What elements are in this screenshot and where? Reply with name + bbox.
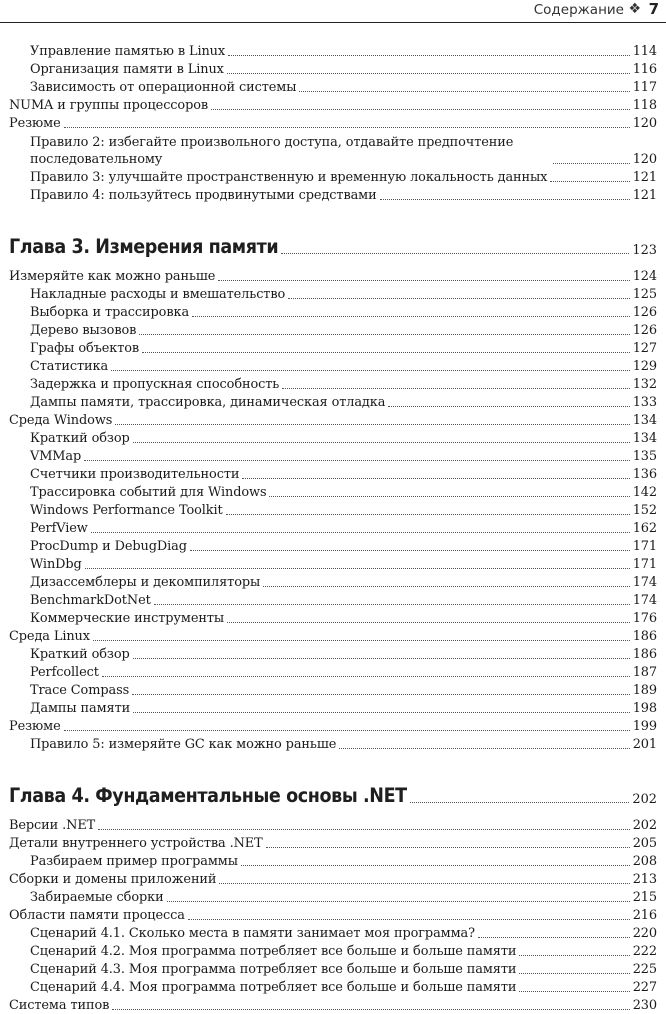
dot-leader — [112, 1009, 629, 1010]
toc-chapter-3[interactable] — [9, 229, 657, 259]
toc-entry-title: Правило 5: измеряйте GC как можно раньше — [30, 737, 337, 752]
toc-entry-title: WinDbg — [30, 557, 82, 572]
dot-leader — [263, 586, 630, 587]
toc-entry-title: Правило 2: избегайте произвольного доступа, отдавайте предпочтение последовательному — [30, 135, 514, 167]
toc-entry[interactable] — [9, 978, 657, 996]
toc-entry[interactable] — [9, 321, 657, 339]
toc-section[interactable] — [9, 114, 657, 132]
toc-entry-page: 187 — [632, 665, 657, 680]
toc-section[interactable] — [9, 834, 657, 852]
toc-entry-title: Дампы памяти — [30, 701, 131, 716]
toc-entry-title: ProcDump и DebugDiag — [30, 539, 187, 554]
toc-entry[interactable] — [9, 681, 657, 699]
running-header — [0, 0, 666, 23]
toc-section[interactable] — [9, 96, 657, 114]
toc-entry-title: Забираемые сборки — [30, 890, 164, 905]
toc-section-title: Области памяти процесса — [9, 908, 185, 923]
toc-entry[interactable] — [9, 78, 657, 96]
toc-section-page: 124 — [632, 269, 657, 284]
chapter-title: Глава 4. Фундаментальные основы .NET — [9, 784, 407, 807]
chapter-title: Глава 3. Измерения памяти — [9, 235, 279, 258]
toc-entry-page: 174 — [632, 593, 657, 608]
toc-section-page: 216 — [632, 908, 657, 923]
toc-entry-page: 135 — [632, 449, 657, 464]
toc-entry[interactable] — [9, 132, 657, 168]
toc-section-page: 120 — [632, 116, 657, 131]
toc-entry[interactable] — [9, 303, 657, 321]
toc-section-page: 186 — [632, 629, 657, 644]
toc-entry[interactable] — [9, 42, 657, 60]
toc-entry-title: Счетчики производительности — [30, 467, 240, 482]
toc-section[interactable] — [9, 267, 657, 285]
dot-leader — [299, 91, 629, 92]
toc-entry-title: PerfView — [30, 521, 88, 536]
dot-leader — [139, 334, 629, 335]
dot-leader — [154, 604, 630, 605]
toc-entry-page: 171 — [632, 539, 657, 554]
toc-entry[interactable] — [9, 357, 657, 375]
toc-entry-page: 136 — [632, 467, 657, 482]
toc-entry-page: 121 — [632, 188, 657, 203]
toc-entry-title: Краткий обзор — [30, 431, 130, 446]
toc-entry-title: BenchmarkDotNet — [30, 593, 151, 608]
dot-leader — [188, 919, 630, 920]
dot-leader — [85, 568, 630, 569]
toc-entry-page: 208 — [632, 854, 657, 869]
toc-entry[interactable] — [9, 501, 657, 519]
toc-entry[interactable] — [9, 699, 657, 717]
toc-entry-page: 125 — [632, 287, 657, 302]
toc-entry-title: Windows Performance Toolkit — [30, 503, 223, 518]
toc-entry[interactable] — [9, 924, 657, 942]
dot-leader — [519, 955, 629, 956]
toc-entry-title: Trace Compass — [30, 683, 130, 698]
toc-entry[interactable] — [9, 465, 657, 483]
table-of-contents — [9, 42, 657, 1014]
dot-leader — [111, 370, 630, 371]
toc-entry[interactable] — [9, 168, 657, 186]
toc-entry[interactable] — [9, 285, 657, 303]
toc-entry-page: 117 — [632, 80, 657, 95]
toc-entry-title: Сценарий 4.1. Сколько места в памяти занимает моя программа? — [30, 926, 475, 941]
toc-entry-page: 152 — [632, 503, 657, 518]
dot-leader — [519, 973, 629, 974]
toc-section[interactable] — [9, 816, 657, 834]
dot-leader — [288, 298, 630, 299]
dot-leader — [218, 280, 629, 281]
dot-leader — [133, 712, 630, 713]
toc-entry-page: 174 — [632, 575, 657, 590]
toc-entry-page: 132 — [632, 377, 657, 392]
dot-leader — [380, 199, 630, 200]
dot-leader — [64, 127, 630, 128]
toc-entry-title: Выборка и трассировка — [30, 305, 190, 320]
header-title: Содержание — [533, 2, 624, 18]
dot-leader — [550, 181, 629, 182]
toc-entry[interactable] — [9, 663, 657, 681]
dot-leader — [227, 73, 630, 74]
toc-entry-page: 176 — [632, 611, 657, 626]
toc-entry[interactable] — [9, 735, 657, 753]
toc-entry[interactable] — [9, 852, 657, 870]
dot-leader — [102, 676, 630, 677]
toc-entry-page: 142 — [632, 485, 657, 500]
toc-entry-page: 129 — [632, 359, 657, 374]
toc-entry-page: 215 — [632, 890, 657, 905]
dot-leader — [388, 406, 629, 407]
toc-entry[interactable] — [9, 447, 657, 465]
dot-leader — [132, 694, 630, 695]
dot-leader — [478, 937, 630, 938]
dot-leader — [91, 532, 630, 533]
toc-entry[interactable] — [9, 519, 657, 537]
chapter-page: 123 — [632, 243, 657, 258]
toc-entry-title: Организация памяти в Linux — [30, 62, 224, 77]
toc-entry-title: Задержка и пропускная способность — [30, 377, 280, 392]
toc-entry[interactable] — [9, 60, 657, 78]
toc-entry-title: Perfcollect — [30, 665, 99, 680]
dot-leader — [167, 901, 630, 902]
toc-section-page: 213 — [632, 872, 657, 887]
dot-leader — [211, 109, 630, 110]
dot-leader — [228, 55, 630, 56]
toc-entry-title: Статистика — [30, 359, 109, 374]
toc-entry-page: 126 — [632, 305, 657, 320]
toc-entry-page: 126 — [632, 323, 657, 338]
toc-section[interactable] — [9, 906, 657, 924]
toc-entry-page: 220 — [632, 926, 657, 941]
toc-entry-page: 225 — [632, 962, 657, 977]
toc-section-title: NUMA и группы процессоров — [9, 98, 209, 113]
toc-entry[interactable] — [9, 393, 657, 411]
toc-entry[interactable] — [9, 609, 657, 627]
dot-leader — [84, 460, 630, 461]
dot-leader — [242, 478, 629, 479]
toc-entry[interactable] — [9, 888, 657, 906]
toc-entry-title: Дерево вызовов — [30, 323, 137, 338]
toc-section-title: Система типов — [9, 998, 110, 1013]
toc-section[interactable] — [9, 411, 657, 429]
dot-leader — [133, 442, 630, 443]
chapter-page: 202 — [632, 792, 657, 807]
dot-leader — [98, 829, 630, 830]
toc-entry[interactable] — [9, 537, 657, 555]
toc-entry-page: 186 — [632, 647, 657, 662]
toc-entry-page: 162 — [632, 521, 657, 536]
toc-entry-title: Трассировка событий для Windows — [30, 485, 267, 500]
toc-entry[interactable] — [9, 429, 657, 447]
toc-entry-title: Дампы памяти, трассировка, динамическая отладка — [30, 395, 386, 410]
toc-section[interactable] — [9, 996, 657, 1014]
toc-entry-page: 133 — [632, 395, 657, 410]
toc-entry[interactable] — [9, 339, 657, 357]
toc-entry-title: Сценарий 4.2. Моя программа потребляет все больше и больше памяти — [30, 944, 517, 959]
dot-leader — [241, 865, 630, 866]
toc-section-title: Измеряйте как можно раньше — [9, 269, 216, 284]
dot-leader — [281, 253, 629, 254]
toc-entry-page: 198 — [632, 701, 657, 716]
toc-entry-page: 120 — [632, 152, 657, 167]
toc-entry-title: Управление памятью в Linux — [30, 44, 226, 59]
dot-leader — [142, 352, 630, 353]
toc-entry-page: 227 — [632, 980, 657, 995]
toc-section[interactable] — [9, 627, 657, 645]
dot-leader — [64, 730, 630, 731]
toc-section-page: 118 — [632, 98, 657, 113]
ornament-icon: ❖ — [628, 1, 641, 17]
toc-entry-page: 171 — [632, 557, 657, 572]
toc-entry-title: Коммерческие инструменты — [30, 611, 225, 626]
toc-entry-page: 114 — [632, 44, 657, 59]
toc-entry[interactable] — [9, 942, 657, 960]
toc-section-page: 134 — [632, 413, 657, 428]
toc-entry[interactable] — [9, 573, 657, 591]
dot-leader — [227, 622, 630, 623]
toc-entry-title: Зависимость от операционной системы — [30, 80, 297, 95]
toc-entry-title: Накладные расходы и вмешательство — [30, 287, 286, 302]
dot-leader — [226, 514, 630, 515]
dot-leader — [93, 640, 630, 641]
toc-section-title: Детали внутреннего устройства .NET — [9, 836, 263, 851]
toc-entry-title: Сценарий 4.4. Моя программа потребляет все больше и больше памяти — [30, 980, 517, 995]
dot-leader — [133, 658, 630, 659]
dot-leader — [115, 424, 629, 425]
toc-entry-title: Краткий обзор — [30, 647, 130, 662]
toc-section-title: Среда Linux — [9, 629, 90, 644]
dot-leader — [269, 496, 629, 497]
toc-entry[interactable] — [9, 645, 657, 663]
toc-entry-page: 189 — [632, 683, 657, 698]
dot-leader — [219, 883, 629, 884]
dot-leader — [339, 748, 629, 749]
toc-entry[interactable] — [9, 960, 657, 978]
toc-section-title: Резюме — [9, 116, 61, 131]
toc-section-page: 199 — [632, 719, 657, 734]
toc-entry-title: Графы объектов — [30, 341, 140, 356]
toc-entry[interactable] — [9, 555, 657, 573]
toc-entry-page: 121 — [632, 170, 657, 185]
toc-entry-title: Дизассемблеры и декомпиляторы — [30, 575, 261, 590]
toc-section[interactable] — [9, 870, 657, 888]
toc-section-title: Среда Windows — [9, 413, 113, 428]
dot-leader — [266, 847, 630, 848]
header-page-number: 7 — [648, 0, 659, 18]
toc-entry-page: 222 — [632, 944, 657, 959]
toc-section[interactable] — [9, 717, 657, 735]
toc-section-title: Версии .NET — [9, 818, 96, 833]
toc-entry-page: 127 — [632, 341, 657, 356]
dot-leader — [190, 550, 630, 551]
dot-leader — [410, 802, 630, 803]
toc-section-page: 230 — [632, 998, 657, 1013]
toc-entry[interactable] — [9, 591, 657, 609]
toc-entry[interactable] — [9, 483, 657, 501]
toc-entry-title: VMMap — [30, 449, 82, 464]
toc-section-title: Резюме — [9, 719, 61, 734]
toc-entry[interactable] — [9, 186, 657, 204]
toc-entry-title: Разбираем пример программы — [30, 854, 238, 869]
dot-leader — [192, 316, 630, 317]
toc-entry[interactable] — [9, 375, 657, 393]
toc-entry-page: 201 — [632, 737, 657, 752]
dot-leader — [282, 388, 629, 389]
toc-entry-page: 134 — [632, 431, 657, 446]
toc-entry-title: Правило 3: улучшайте пространственную и временную локальность данных — [30, 170, 548, 185]
toc-chapter-4[interactable] — [9, 778, 657, 808]
dot-leader — [553, 163, 630, 164]
dot-leader — [519, 991, 629, 992]
toc-entry-title: Сценарий 4.3. Моя программа потребляет все больше и больше памяти — [30, 962, 517, 977]
toc-section-title: Сборки и домены приложений — [9, 872, 217, 887]
toc-entry-title: Правило 4: пользуйтесь продвинутыми средствами — [30, 188, 377, 203]
toc-section-page: 205 — [632, 836, 657, 851]
toc-section-page: 202 — [632, 818, 657, 833]
toc-entry-page: 116 — [632, 62, 657, 77]
